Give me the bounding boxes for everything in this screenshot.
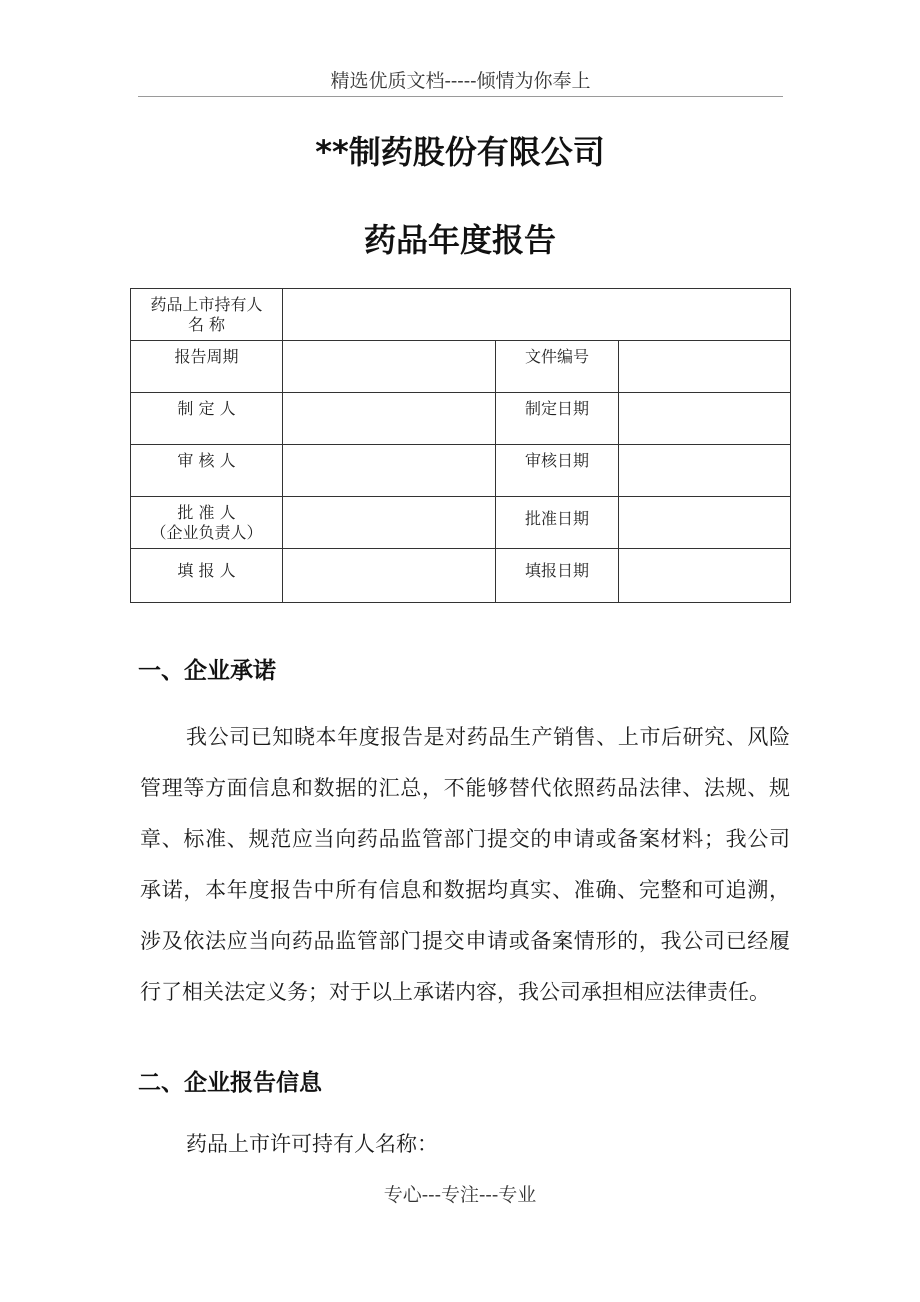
holder-name-value-cell[interactable] [283, 289, 791, 341]
table-row [131, 289, 791, 341]
reviewer-label: 审 核 人 [177, 451, 236, 470]
document-number-label: 文件编号 [524, 347, 589, 366]
approver-label: 批 准 人 [177, 503, 236, 522]
report-info-table [130, 288, 791, 603]
filing-date-label: 填报日期 [524, 561, 589, 580]
table-row [131, 549, 791, 603]
filler-value-cell[interactable] [283, 549, 496, 603]
report-period-label: 报告周期 [174, 347, 239, 366]
report-title: 药品年度报告 [363, 221, 556, 259]
holder-name-label-cell [131, 289, 283, 341]
reviewer-value-cell[interactable] [283, 445, 496, 497]
preparer-value-cell[interactable] [283, 393, 496, 445]
page-header: 精选优质文档-----倾情为你奉上 [138, 68, 783, 97]
approval-date-label: 批准日期 [524, 509, 589, 528]
holder-name-field-label: 药品上市许可持有人名称： [186, 1132, 438, 1156]
preparation-date-label: 制定日期 [524, 399, 589, 418]
company-title: **制药股份有限公司 [315, 133, 605, 171]
table-row [131, 497, 791, 549]
preparation-date-value-cell[interactable] [619, 393, 791, 445]
review-date-label: 审核日期 [524, 451, 589, 470]
approver-sublabel: （企业负责人） [150, 523, 263, 542]
approval-date-value-cell[interactable] [619, 497, 791, 549]
section-heading-report-info: 二、企业报告信息 [138, 1070, 322, 1096]
commitment-paragraph: 我公司已知晓本年度报告是对药品生产销售、上市后研究、风险管理等方面信息和数据的汇总，不能够替代依照药品法律、法规、规章、标准、规范应当向药品监管部门提交的申请或备案材料；我公司承诺，本年度报告中所有信息和数据均真实、准确、完整和可追溯，涉及依法应当向药品监管部门提交申请或备案情形的，我公司已经履行了相关法定义务；对于以上承诺内容，我公司承担相应法律责任。 [140, 725, 790, 1004]
table-row [131, 393, 791, 445]
holder-name-label: 药品上市持有人 [150, 295, 263, 314]
preparer-label: 制 定 人 [177, 399, 236, 418]
holder-name-label-cont: 名 称 [187, 315, 226, 334]
review-date-value-cell[interactable] [619, 445, 791, 497]
table-row [131, 341, 791, 393]
report-period-value-cell[interactable] [283, 341, 496, 393]
approver-value-cell[interactable] [283, 497, 496, 549]
section-heading-commitment: 一、企业承诺 [138, 658, 276, 684]
filing-date-value-cell[interactable] [619, 549, 791, 603]
page-footer: 专心---专注---专业 [383, 1184, 537, 1206]
document-number-value-cell[interactable] [619, 341, 791, 393]
table-row [131, 445, 791, 497]
filler-label: 填 报 人 [177, 561, 236, 580]
